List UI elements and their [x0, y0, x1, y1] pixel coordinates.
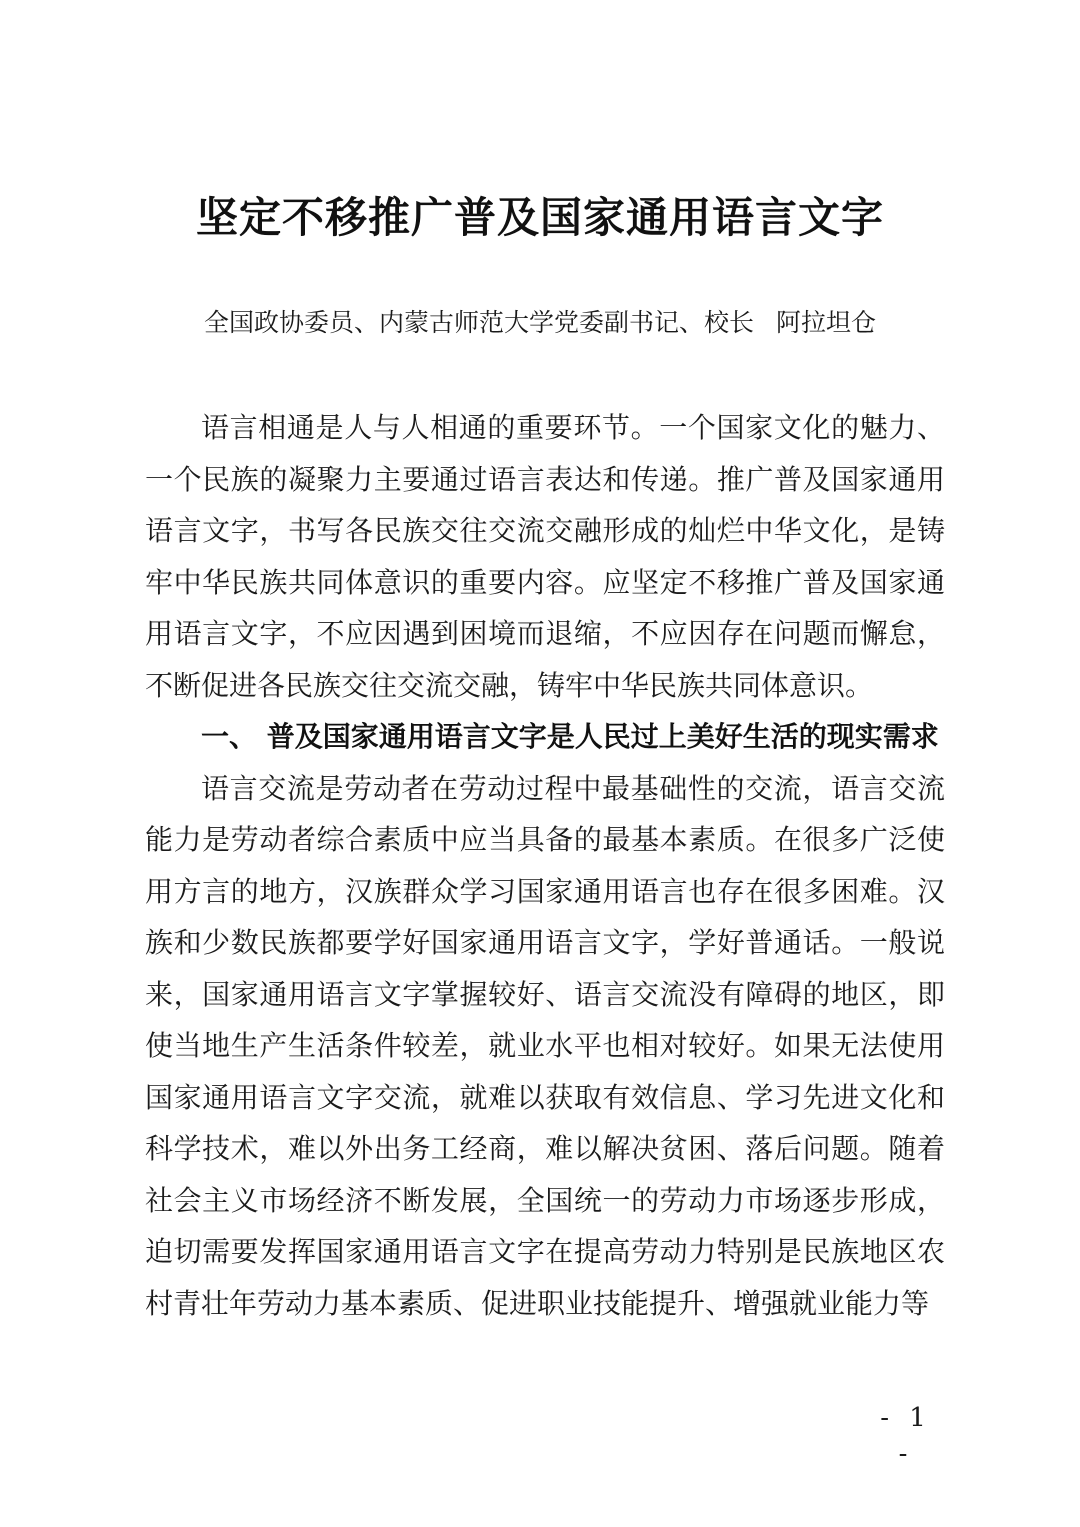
author-name: 阿拉坦仓 [776, 308, 877, 337]
document-body [145, 402, 945, 1329]
section-paragraph: 语言交流是劳动者在劳动过程中最基础性的交流，语言交流能力是劳动者综合素质中应当具备的最基本素质。在很多广泛使用方言的地方，汉族群众学习国家通用语言也存在很多困难。汉族和少数民族都要学好国家通用语言文字，学好普通话。一般说来，国家通用语言文字掌握较好、语言交流没有障碍的地区，即使当地生产生活条件较差，就业水平也相对较好。如果无法使用国家通用语言文字交流，就难以获取有效信息、学习先进文化和科学技术，难以外出务工经商，难以解决贫困、落后问题。随着社会主义市场经济不断发展，全国统一的劳动力市场逐步形成，迫切需要发挥国家通用语言文字在提高劳动力特别是民族地区农村青壮年劳动力基本素质、促进职业技能提升、增强就业能力等 [145, 771, 945, 1320]
page-number: - 1 - [880, 1403, 932, 1469]
section-heading: 一、 普及国家通用语言文字是人民过上美好生活的现实需求 [201, 720, 939, 753]
intro-paragraph: 语言相通是人与人相通的重要环节。一个国家文化的魅力、一个民族的凝聚力主要通过语言表达和传递。推广普及国家通用语言文字，书写各民族交往交流交融形成的灿烂中华文化，是铸牢中华民族共同体意识的重要内容。应坚定不移推广普及国家通用语言文字，不应因遇到困境而退缩，不应因存在问题而懈怠，不断促进各民族交往交流交融，铸牢中华民族共同体意识。 [145, 411, 945, 702]
document-title: 坚定不移推广普及国家通用语言文字 [195, 193, 884, 242]
author-byline [0, 305, 1080, 341]
author-position: 全国政协委员、内蒙古师范大学党委副书记、校长 [203, 308, 754, 337]
